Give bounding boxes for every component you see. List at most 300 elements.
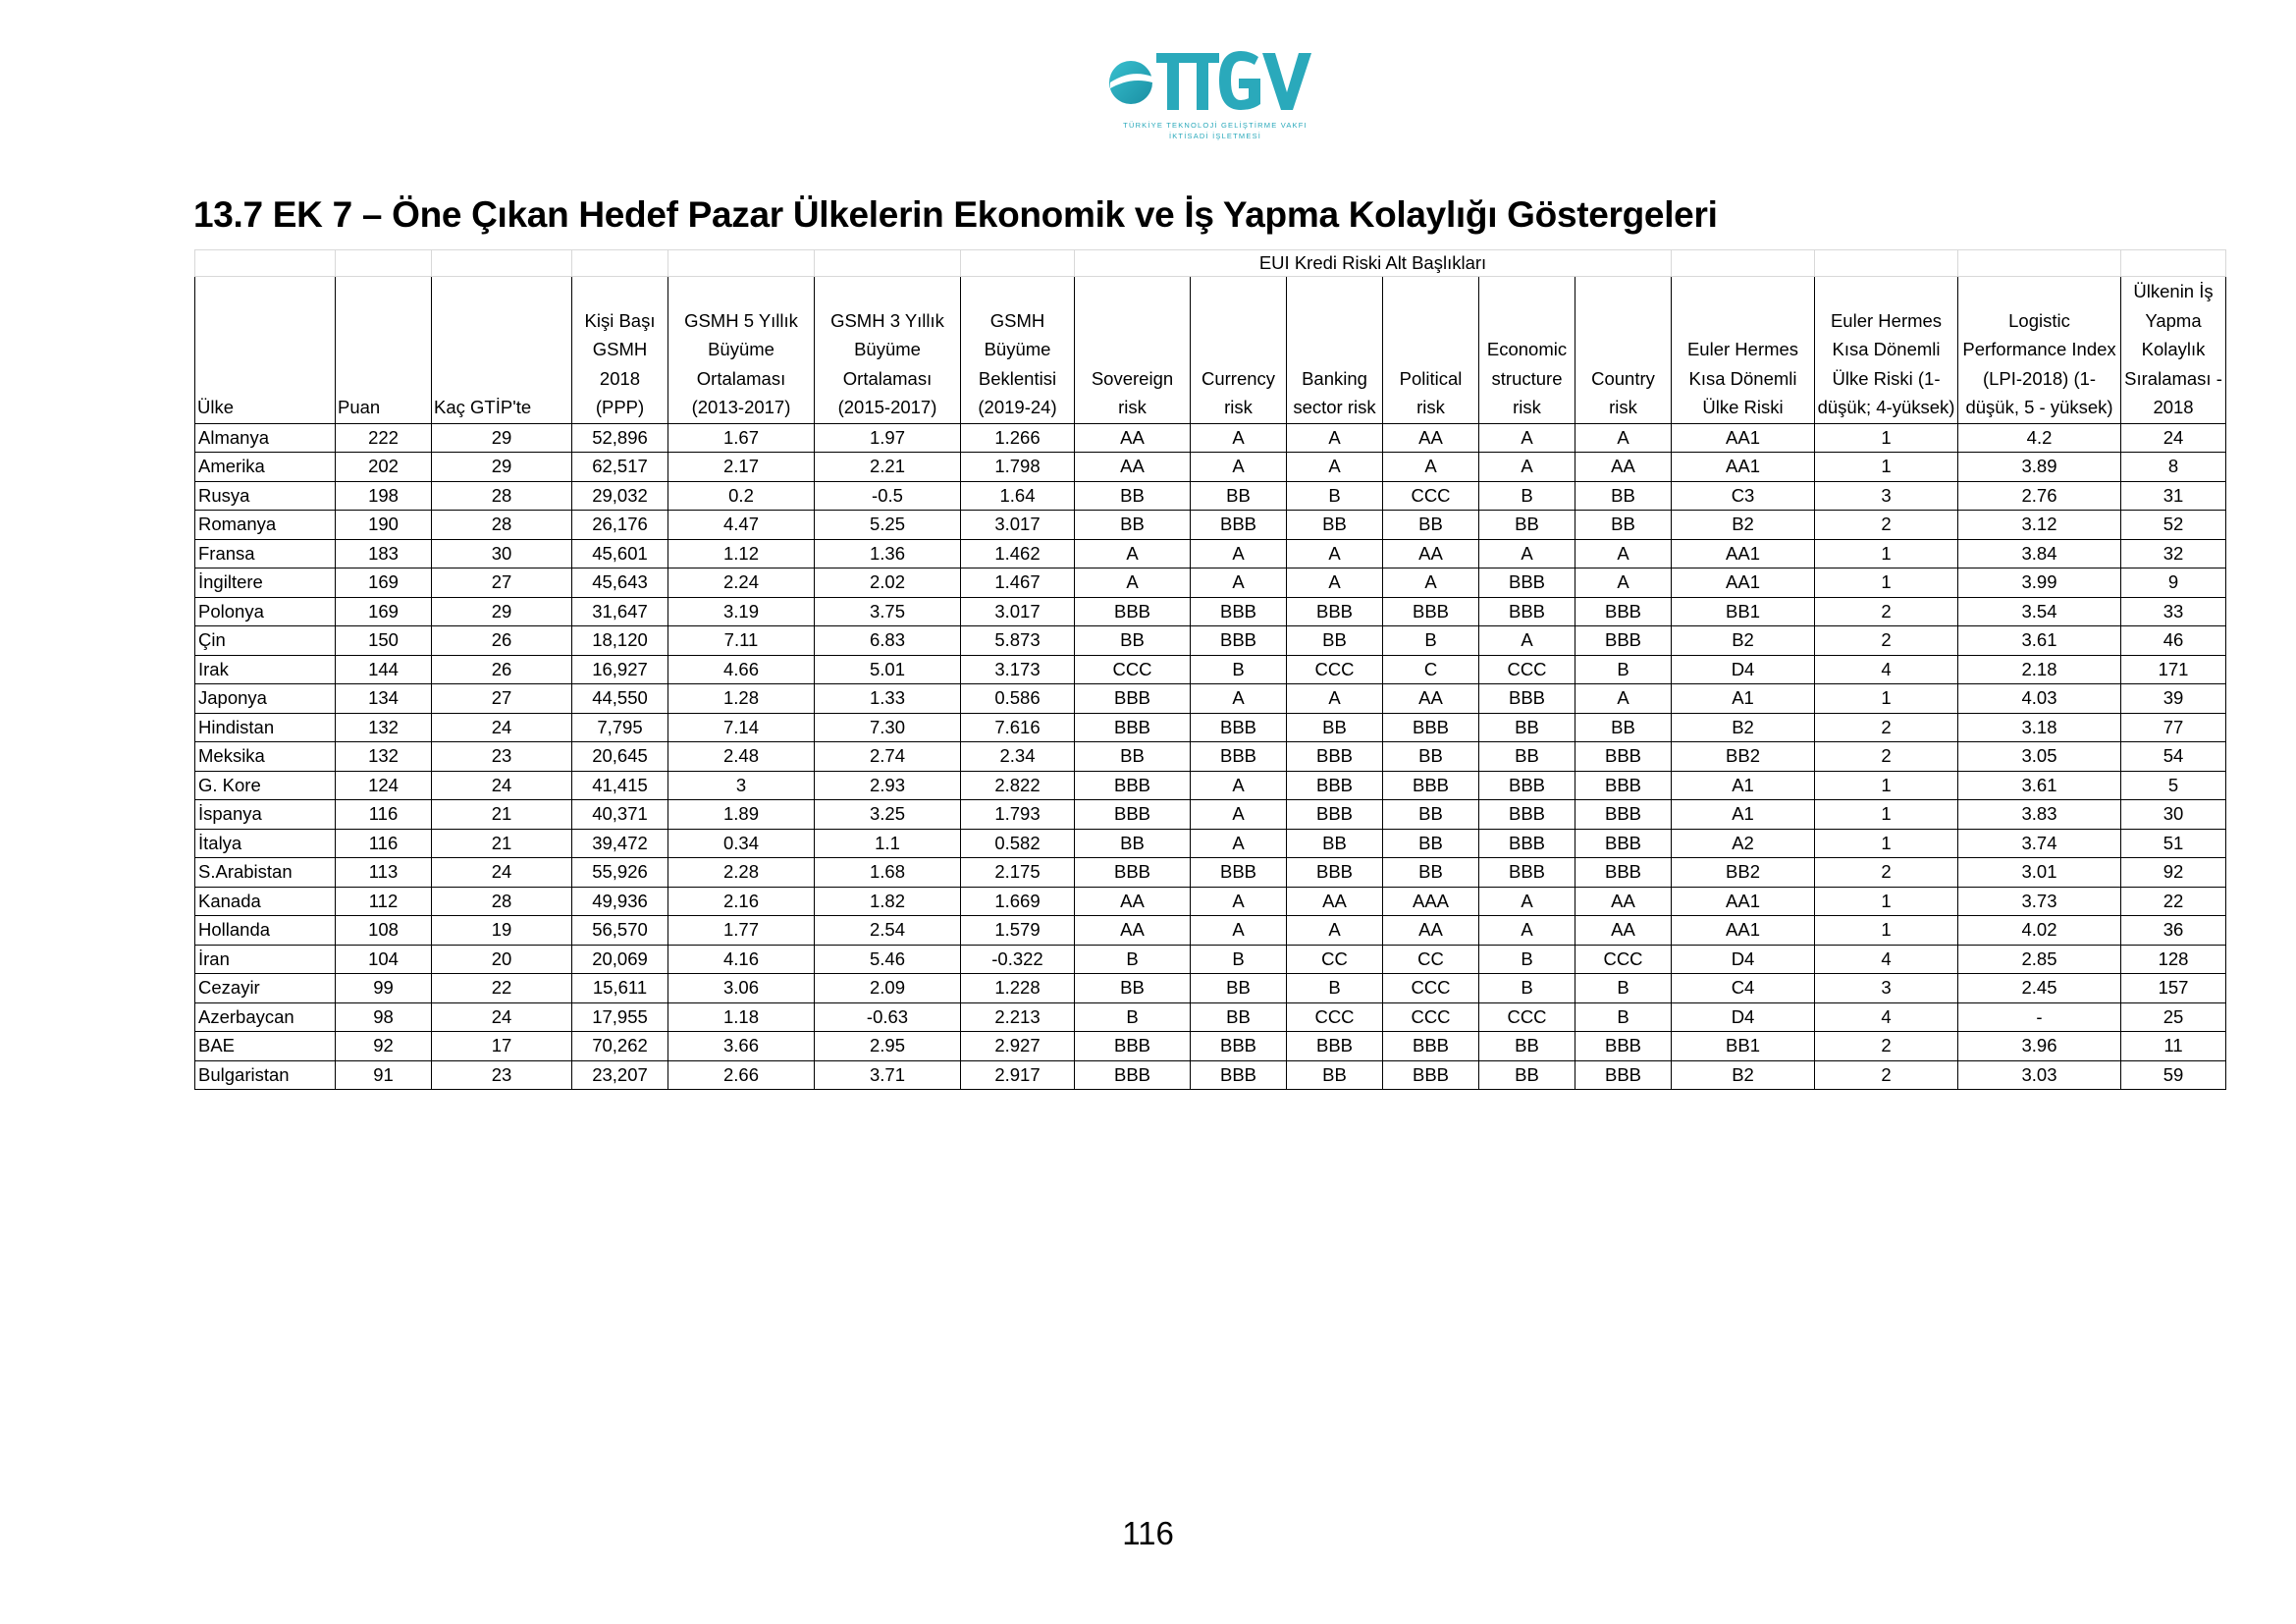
table-cell: 0.582 bbox=[961, 829, 1075, 858]
table-cell: 59 bbox=[2121, 1060, 2226, 1090]
table-cell: -0.63 bbox=[815, 1002, 961, 1032]
table-cell: 51 bbox=[2121, 829, 2226, 858]
table-cell: BBB bbox=[1479, 568, 1575, 598]
table-cell: 1.18 bbox=[668, 1002, 815, 1032]
table-cell: 5 bbox=[2121, 771, 2226, 800]
table-cell: 45,601 bbox=[572, 539, 668, 568]
table-cell: 23 bbox=[432, 742, 572, 772]
table-cell: BBB bbox=[1191, 1032, 1287, 1061]
table-cell: BB1 bbox=[1672, 1032, 1815, 1061]
table-cell: A2 bbox=[1672, 829, 1815, 858]
table-cell: 44,550 bbox=[572, 684, 668, 714]
table-cell: 39,472 bbox=[572, 829, 668, 858]
table-cell: 70,262 bbox=[572, 1032, 668, 1061]
table-cell: 4.03 bbox=[1958, 684, 2121, 714]
table-cell: 18,120 bbox=[572, 626, 668, 656]
country-cell: İran bbox=[195, 945, 336, 974]
table-cell: 1.798 bbox=[961, 453, 1075, 482]
table-row bbox=[195, 742, 2226, 772]
table-cell: 1 bbox=[1815, 916, 1958, 946]
table-cell: BB bbox=[1191, 481, 1287, 511]
table-row bbox=[195, 453, 2226, 482]
table-cell: 1 bbox=[1815, 684, 1958, 714]
table-cell: 202 bbox=[336, 453, 432, 482]
table-cell: 3 bbox=[668, 771, 815, 800]
table-cell: BBB bbox=[1191, 858, 1287, 888]
column-header: GSMH 3 Yıllık Büyüme Ortalaması (2015-2017) bbox=[815, 277, 961, 424]
table-cell: 2.822 bbox=[961, 771, 1075, 800]
table-cell: 157 bbox=[2121, 974, 2226, 1003]
table-cell: 3.84 bbox=[1958, 539, 2121, 568]
country-cell: Bulgaristan bbox=[195, 1060, 336, 1090]
table-cell: 91 bbox=[336, 1060, 432, 1090]
table-cell: 24 bbox=[432, 771, 572, 800]
table-cell: A1 bbox=[1672, 800, 1815, 830]
table-cell: 52,896 bbox=[572, 423, 668, 453]
table-cell: B bbox=[1191, 945, 1287, 974]
table-cell: BB bbox=[1479, 511, 1575, 540]
table-cell: A bbox=[1575, 568, 1672, 598]
table-cell: 132 bbox=[336, 713, 432, 742]
table-cell: A bbox=[1287, 539, 1383, 568]
ttgv-logo-mark bbox=[1107, 43, 1323, 120]
table-row bbox=[195, 887, 2226, 916]
table-cell: CCC bbox=[1075, 655, 1191, 684]
table-cell: BBB bbox=[1075, 858, 1191, 888]
table-cell: 1 bbox=[1815, 887, 1958, 916]
table-cell: AA bbox=[1575, 453, 1672, 482]
table-cell: 3.66 bbox=[668, 1032, 815, 1061]
table-cell: C3 bbox=[1672, 481, 1815, 511]
country-cell: Polonya bbox=[195, 597, 336, 626]
table-cell: 56,570 bbox=[572, 916, 668, 946]
table-cell: BB bbox=[1191, 1002, 1287, 1032]
table-cell: AA1 bbox=[1672, 423, 1815, 453]
table-cell: 3.12 bbox=[1958, 511, 2121, 540]
table-cell: 6.83 bbox=[815, 626, 961, 656]
table-cell: 198 bbox=[336, 481, 432, 511]
table-row bbox=[195, 511, 2226, 540]
table-row bbox=[195, 800, 2226, 830]
table-cell: 3.25 bbox=[815, 800, 961, 830]
table-cell: 4 bbox=[1815, 1002, 1958, 1032]
table-cell: BB bbox=[1479, 1060, 1575, 1090]
table-cell: 28 bbox=[432, 887, 572, 916]
table-cell: 9 bbox=[2121, 568, 2226, 598]
table-cell: 4.66 bbox=[668, 655, 815, 684]
table-cell: 3.54 bbox=[1958, 597, 2121, 626]
table-cell: BB bbox=[1287, 511, 1383, 540]
table-cell: CCC bbox=[1287, 1002, 1383, 1032]
table-cell: A bbox=[1287, 453, 1383, 482]
table-cell: 3.18 bbox=[1958, 713, 2121, 742]
country-cell: Romanya bbox=[195, 511, 336, 540]
country-cell: Amerika bbox=[195, 453, 336, 482]
country-cell: Fransa bbox=[195, 539, 336, 568]
table-cell: 7.616 bbox=[961, 713, 1075, 742]
table-cell: 21 bbox=[432, 800, 572, 830]
table-cell: 7,795 bbox=[572, 713, 668, 742]
table-cell: BBB bbox=[1575, 597, 1672, 626]
table-cell: A bbox=[1191, 800, 1287, 830]
table-cell: 1.669 bbox=[961, 887, 1075, 916]
table-cell: 1.64 bbox=[961, 481, 1075, 511]
table-cell: A bbox=[1191, 771, 1287, 800]
table-cell: 113 bbox=[336, 858, 432, 888]
table-cell: A bbox=[1287, 423, 1383, 453]
table-row bbox=[195, 539, 2226, 568]
table-cell: 4 bbox=[1815, 655, 1958, 684]
table-cell: A bbox=[1191, 423, 1287, 453]
table-cell: 1 bbox=[1815, 568, 1958, 598]
table-cell: BBB bbox=[1479, 597, 1575, 626]
table-cell: CCC bbox=[1479, 655, 1575, 684]
table-cell: A bbox=[1479, 539, 1575, 568]
country-cell: Almanya bbox=[195, 423, 336, 453]
table-cell: B bbox=[1479, 945, 1575, 974]
table-cell: 77 bbox=[2121, 713, 2226, 742]
table-cell: 1 bbox=[1815, 771, 1958, 800]
page-title: 13.7 EK 7 – Öne Çıkan Hedef Pazar Ülkelerin Ekonomik ve İş Yapma Kolaylığı Göstergeleri bbox=[193, 194, 1718, 235]
table-cell: BB bbox=[1191, 974, 1287, 1003]
table-cell: B bbox=[1287, 481, 1383, 511]
table-cell: 1.12 bbox=[668, 539, 815, 568]
table-row bbox=[195, 916, 2226, 946]
table-row bbox=[195, 945, 2226, 974]
table-cell: AA1 bbox=[1672, 568, 1815, 598]
table-cell: 2 bbox=[1815, 742, 1958, 772]
table-cell: BB bbox=[1075, 742, 1191, 772]
table-cell: BB bbox=[1287, 829, 1383, 858]
table-cell: 22 bbox=[2121, 887, 2226, 916]
country-cell: Meksika bbox=[195, 742, 336, 772]
table-cell: 1.82 bbox=[815, 887, 961, 916]
table-cell: BBB bbox=[1383, 597, 1479, 626]
table-cell: A bbox=[1191, 829, 1287, 858]
table-cell: 49,936 bbox=[572, 887, 668, 916]
table-cell: 2.66 bbox=[668, 1060, 815, 1090]
table-row bbox=[195, 829, 2226, 858]
column-header: Ülkenin İş Yapma Kolaylık Sıralaması - 2018 bbox=[2121, 277, 2226, 424]
table-row bbox=[195, 481, 2226, 511]
table-cell: 2.17 bbox=[668, 453, 815, 482]
table-cell: 36 bbox=[2121, 916, 2226, 946]
indicators-table bbox=[194, 249, 2226, 1090]
table-cell: A bbox=[1191, 887, 1287, 916]
column-header: Kişi Başı GSMH 2018 (PPP) bbox=[572, 277, 668, 424]
table-row bbox=[195, 1032, 2226, 1061]
table-cell: 1 bbox=[1815, 539, 1958, 568]
table-cell: B bbox=[1575, 1002, 1672, 1032]
table-cell: BBB bbox=[1075, 1032, 1191, 1061]
table-cell: 1.36 bbox=[815, 539, 961, 568]
table-cell: BBB bbox=[1479, 858, 1575, 888]
table-cell: -0.5 bbox=[815, 481, 961, 511]
table-cell: 24 bbox=[432, 1002, 572, 1032]
table-cell: - bbox=[1958, 1002, 2121, 1032]
table-cell: 3.61 bbox=[1958, 771, 2121, 800]
table-cell: A bbox=[1575, 539, 1672, 568]
country-cell: S.Arabistan bbox=[195, 858, 336, 888]
table-cell: 1.462 bbox=[961, 539, 1075, 568]
table-cell: 2.213 bbox=[961, 1002, 1075, 1032]
table-cell: A bbox=[1479, 453, 1575, 482]
table-cell: 52 bbox=[2121, 511, 2226, 540]
table-cell: BB bbox=[1287, 626, 1383, 656]
page-number: 116 bbox=[1122, 1515, 1174, 1551]
table-cell: 169 bbox=[336, 597, 432, 626]
table-cell: 124 bbox=[336, 771, 432, 800]
group-header-row bbox=[195, 250, 2226, 277]
table-cell: 3.017 bbox=[961, 597, 1075, 626]
table-cell: 16,927 bbox=[572, 655, 668, 684]
table-cell: 104 bbox=[336, 945, 432, 974]
table-cell: 7.11 bbox=[668, 626, 815, 656]
table-cell: B bbox=[1383, 626, 1479, 656]
table-cell: A1 bbox=[1672, 771, 1815, 800]
table-cell: A bbox=[1287, 568, 1383, 598]
table-cell: BBB bbox=[1287, 771, 1383, 800]
table-cell: 108 bbox=[336, 916, 432, 946]
table-cell: 3.01 bbox=[1958, 858, 2121, 888]
table-cell: B bbox=[1287, 974, 1383, 1003]
table-cell: 3.73 bbox=[1958, 887, 2121, 916]
table-cell: BBB bbox=[1287, 858, 1383, 888]
table-cell: B bbox=[1075, 945, 1191, 974]
table-cell: A bbox=[1191, 684, 1287, 714]
table-cell: 3.03 bbox=[1958, 1060, 2121, 1090]
table-cell: B bbox=[1479, 974, 1575, 1003]
table-cell: A bbox=[1191, 568, 1287, 598]
table-cell: A bbox=[1479, 887, 1575, 916]
table-cell: A bbox=[1575, 423, 1672, 453]
column-header: Economic structure risk bbox=[1479, 277, 1575, 424]
country-cell: İtalya bbox=[195, 829, 336, 858]
table-cell: 26 bbox=[432, 655, 572, 684]
table-cell: BB2 bbox=[1672, 858, 1815, 888]
table-cell: 2 bbox=[1815, 597, 1958, 626]
table-cell: 171 bbox=[2121, 655, 2226, 684]
table-cell: CCC bbox=[1383, 974, 1479, 1003]
table-cell: BBB bbox=[1191, 713, 1287, 742]
table-cell: 4.47 bbox=[668, 511, 815, 540]
table-cell: 29 bbox=[432, 423, 572, 453]
table-cell: 7.14 bbox=[668, 713, 815, 742]
table-cell: A bbox=[1383, 568, 1479, 598]
table-cell: 1.28 bbox=[668, 684, 815, 714]
table-cell: BBB bbox=[1287, 597, 1383, 626]
table-cell: 28 bbox=[432, 511, 572, 540]
table-cell: 22 bbox=[432, 974, 572, 1003]
table-cell: BB bbox=[1383, 800, 1479, 830]
table-cell: BB bbox=[1575, 713, 1672, 742]
table-row bbox=[195, 713, 2226, 742]
table-cell: BB bbox=[1575, 481, 1672, 511]
table-cell: BBB bbox=[1075, 800, 1191, 830]
table-cell: B2 bbox=[1672, 511, 1815, 540]
table-cell: 2.927 bbox=[961, 1032, 1075, 1061]
table-cell: 20 bbox=[432, 945, 572, 974]
ttgv-logo bbox=[1107, 43, 1323, 151]
table-cell: BBB bbox=[1191, 1060, 1287, 1090]
column-header: Ülke bbox=[195, 277, 336, 424]
column-header-row bbox=[195, 277, 2226, 424]
table-cell: 3.05 bbox=[1958, 742, 2121, 772]
table-cell: 2 bbox=[1815, 858, 1958, 888]
table-cell: A bbox=[1479, 916, 1575, 946]
table-cell: 1.228 bbox=[961, 974, 1075, 1003]
table-cell: BB bbox=[1383, 858, 1479, 888]
column-header: Sovereign risk bbox=[1075, 277, 1191, 424]
table-cell: BBB bbox=[1287, 742, 1383, 772]
table-cell: AA1 bbox=[1672, 453, 1815, 482]
table-cell: 27 bbox=[432, 684, 572, 714]
table-cell: 2.76 bbox=[1958, 481, 2121, 511]
table-cell: B bbox=[1575, 655, 1672, 684]
table-cell: 116 bbox=[336, 800, 432, 830]
table-cell: A bbox=[1575, 684, 1672, 714]
table-cell: BB bbox=[1287, 713, 1383, 742]
table-cell: 2.93 bbox=[815, 771, 961, 800]
table-cell: A bbox=[1075, 568, 1191, 598]
table-cell: BBB bbox=[1191, 742, 1287, 772]
table-cell: 2.175 bbox=[961, 858, 1075, 888]
table-cell: 15,611 bbox=[572, 974, 668, 1003]
table-cell: B bbox=[1575, 974, 1672, 1003]
table-row bbox=[195, 771, 2226, 800]
table-cell: 112 bbox=[336, 887, 432, 916]
table-cell: 8 bbox=[2121, 453, 2226, 482]
table-cell: 0.2 bbox=[668, 481, 815, 511]
table-cell: BB2 bbox=[1672, 742, 1815, 772]
table-cell: 0.34 bbox=[668, 829, 815, 858]
table-cell: 27 bbox=[432, 568, 572, 598]
table-cell: 4 bbox=[1815, 945, 1958, 974]
column-header: GSMH 5 Yıllık Büyüme Ortalaması (2013-2017) bbox=[668, 277, 815, 424]
table-cell: B2 bbox=[1672, 713, 1815, 742]
column-header: Logistic Performance Index (LPI-2018) (1- düşük, 5 - yüksek) bbox=[1958, 277, 2121, 424]
table-cell: 2.24 bbox=[668, 568, 815, 598]
country-cell: Cezayir bbox=[195, 974, 336, 1003]
table-cell: 5.25 bbox=[815, 511, 961, 540]
table-cell: CCC bbox=[1575, 945, 1672, 974]
column-header: Currency risk bbox=[1191, 277, 1287, 424]
table-cell: 2.18 bbox=[1958, 655, 2121, 684]
table-cell: 24 bbox=[2121, 423, 2226, 453]
table-row bbox=[195, 974, 2226, 1003]
table-cell: 2.16 bbox=[668, 887, 815, 916]
table-row bbox=[195, 655, 2226, 684]
table-cell: BBB bbox=[1575, 800, 1672, 830]
table-cell: 1 bbox=[1815, 453, 1958, 482]
table-cell: 2.28 bbox=[668, 858, 815, 888]
table-cell: 134 bbox=[336, 684, 432, 714]
table-cell: 3.89 bbox=[1958, 453, 2121, 482]
table-cell: BB bbox=[1575, 511, 1672, 540]
table-cell: 29 bbox=[432, 453, 572, 482]
table-cell: 54 bbox=[2121, 742, 2226, 772]
table-cell: 169 bbox=[336, 568, 432, 598]
table-cell: 183 bbox=[336, 539, 432, 568]
table-cell: 62,517 bbox=[572, 453, 668, 482]
table-cell: 26 bbox=[432, 626, 572, 656]
table-cell: BBB bbox=[1075, 1060, 1191, 1090]
column-header: Political risk bbox=[1383, 277, 1479, 424]
table-cell: 2.45 bbox=[1958, 974, 2121, 1003]
table-cell: CC bbox=[1287, 945, 1383, 974]
table-cell: 2.48 bbox=[668, 742, 815, 772]
table-cell: BBB bbox=[1479, 771, 1575, 800]
table-cell: 19 bbox=[432, 916, 572, 946]
table-cell: 45,643 bbox=[572, 568, 668, 598]
table-cell: AA bbox=[1075, 916, 1191, 946]
table-cell: 32 bbox=[2121, 539, 2226, 568]
table-cell: 24 bbox=[432, 713, 572, 742]
table-cell: 17 bbox=[432, 1032, 572, 1061]
table-cell: AA bbox=[1075, 887, 1191, 916]
table-cell: 98 bbox=[336, 1002, 432, 1032]
table-row bbox=[195, 423, 2226, 453]
table-cell: A bbox=[1191, 539, 1287, 568]
table-cell: 3.83 bbox=[1958, 800, 2121, 830]
table-cell: BB bbox=[1383, 742, 1479, 772]
table-cell: 1.97 bbox=[815, 423, 961, 453]
table-cell: 116 bbox=[336, 829, 432, 858]
country-cell: Hollanda bbox=[195, 916, 336, 946]
table-cell: BB bbox=[1479, 1032, 1575, 1061]
table-cell: 3.96 bbox=[1958, 1032, 2121, 1061]
table-cell: CC bbox=[1383, 945, 1479, 974]
table-cell: 20,645 bbox=[572, 742, 668, 772]
table-cell: 1 bbox=[1815, 423, 1958, 453]
table-cell: BBB bbox=[1287, 1032, 1383, 1061]
table-cell: 1.77 bbox=[668, 916, 815, 946]
table-cell: BB bbox=[1479, 713, 1575, 742]
table-cell: BBB bbox=[1191, 626, 1287, 656]
column-header: Banking sector risk bbox=[1287, 277, 1383, 424]
table-cell: AA bbox=[1287, 887, 1383, 916]
table-cell: BBB bbox=[1191, 597, 1287, 626]
table-cell: BBB bbox=[1383, 1060, 1479, 1090]
table-cell: BB bbox=[1075, 829, 1191, 858]
table-cell: AA1 bbox=[1672, 887, 1815, 916]
table-cell: 23 bbox=[432, 1060, 572, 1090]
table-cell: BBB bbox=[1575, 1060, 1672, 1090]
country-cell: İspanya bbox=[195, 800, 336, 830]
table-cell: B bbox=[1191, 655, 1287, 684]
table-cell: 2.917 bbox=[961, 1060, 1075, 1090]
table-cell: 1.793 bbox=[961, 800, 1075, 830]
table-row bbox=[195, 597, 2226, 626]
table-cell: CCC bbox=[1479, 1002, 1575, 1032]
table-row bbox=[195, 1002, 2226, 1032]
table-cell: 1 bbox=[1815, 800, 1958, 830]
table-cell: 128 bbox=[2121, 945, 2226, 974]
table-cell: BBB bbox=[1075, 684, 1191, 714]
table-cell: 5.01 bbox=[815, 655, 961, 684]
table-cell: AA bbox=[1575, 916, 1672, 946]
table-cell: AA1 bbox=[1672, 539, 1815, 568]
table-cell: 11 bbox=[2121, 1032, 2226, 1061]
table-cell: BB bbox=[1287, 1060, 1383, 1090]
table-cell: BBB bbox=[1287, 800, 1383, 830]
table-cell: A1 bbox=[1672, 684, 1815, 714]
table-cell: 1.467 bbox=[961, 568, 1075, 598]
table-cell: 5.873 bbox=[961, 626, 1075, 656]
table-cell: 1.1 bbox=[815, 829, 961, 858]
table-cell: 33 bbox=[2121, 597, 2226, 626]
table-cell: 29,032 bbox=[572, 481, 668, 511]
